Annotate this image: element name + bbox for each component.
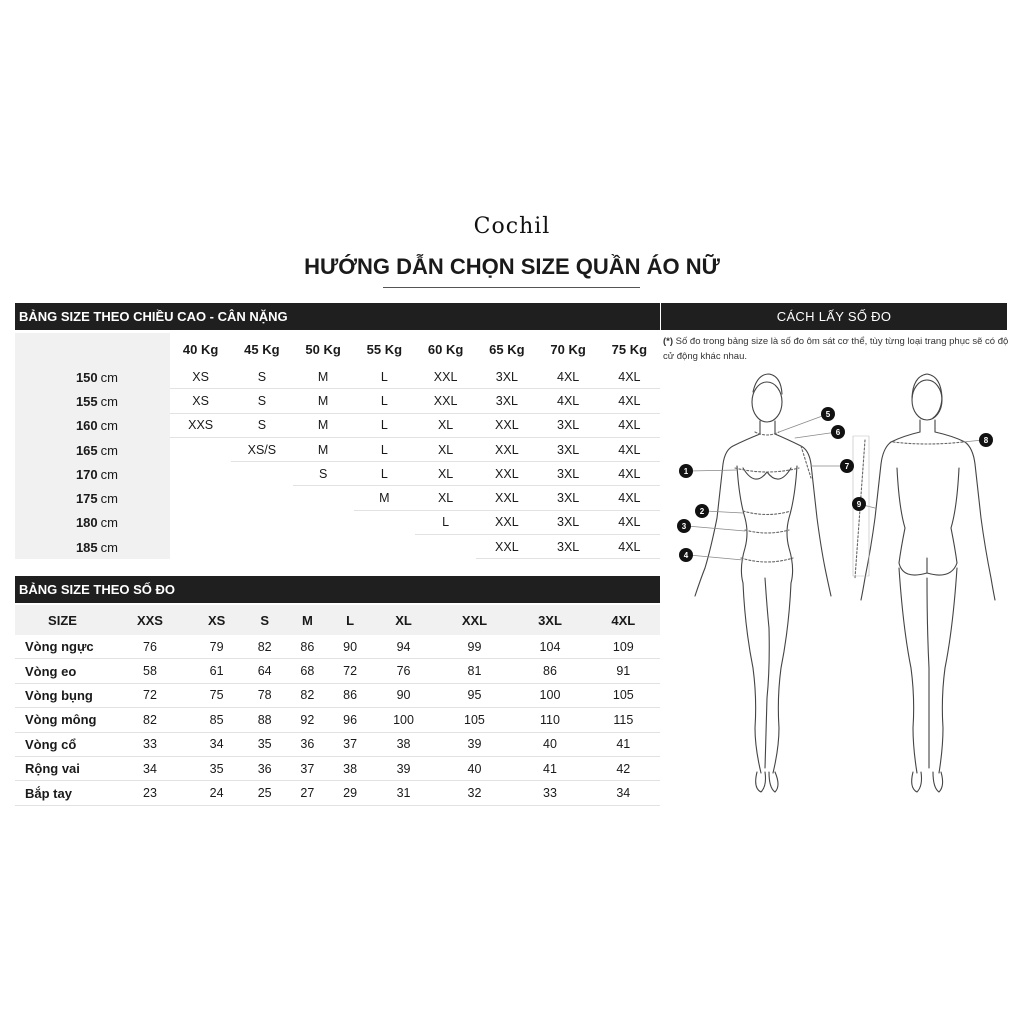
table-row [15,708,660,732]
measurement-value: 34 [190,733,243,757]
front-figure-illustration [695,374,831,792]
size-cell [231,462,292,486]
weight-header-row [15,333,660,365]
height-row-header [15,389,170,413]
height-row-header [15,462,170,486]
measurement-value: 82 [110,708,190,732]
height-value: 170 [75,466,98,482]
size-cell: M [354,486,415,510]
marker-5 [821,407,835,421]
marker-6 [831,425,845,439]
size-cell: 3XL [476,389,537,413]
size-cell [354,535,415,559]
measurement-name: Bắp tay [15,781,110,805]
measurement-value: 36 [243,757,286,781]
marker-8-label: 8 [983,436,989,445]
size-cell: XXL [476,462,537,486]
size-cell: 3XL [538,414,599,438]
measurement-value: 82 [286,684,329,708]
size-cell: XXL [476,414,537,438]
measurement-value: 39 [436,733,514,757]
height-row-header [15,438,170,462]
height-weight-table [15,333,660,559]
size-cell: 3XL [538,535,599,559]
measurement-value: 100 [371,708,435,732]
size-header: 4XL [587,605,660,635]
marker-8 [979,433,993,447]
height-unit: cm [100,442,118,458]
size-cell [415,535,476,559]
table-row [15,684,660,708]
measurement-value: 58 [110,659,190,683]
size-cell: 4XL [538,365,599,389]
measurement-value: 37 [286,757,329,781]
table-row [15,438,660,462]
size-cell [170,535,231,559]
measurement-value: 90 [371,684,435,708]
marker-9 [852,497,866,511]
height-unit: cm [100,466,118,482]
size-cell: S [231,365,292,389]
height-unit: cm [100,539,118,555]
size-header-row [15,605,660,635]
measure-markers [677,407,993,562]
size-header: XS [190,605,243,635]
size-cell: XXL [415,389,476,413]
measurement-value: 41 [587,733,660,757]
size-cell: L [415,511,476,535]
size-cell: M [293,389,354,413]
back-figure-illustration [861,374,995,792]
measurement-name: Vòng eo [15,659,110,683]
size-header: M [286,605,329,635]
measurement-value: 37 [329,733,372,757]
measurement-name: Vòng cổ [15,733,110,757]
table-row [15,389,660,413]
height-unit: cm [100,369,118,385]
height-value: 155 [75,393,98,409]
measurement-value: 34 [110,757,190,781]
measurement-value: 23 [110,781,190,805]
measurement-value: 40 [513,733,586,757]
measurement-table [15,605,660,806]
table-row [15,757,660,781]
measurement-value: 91 [587,659,660,683]
size-cell: 3XL [476,365,537,389]
size-cell [170,462,231,486]
size-header: XL [371,605,435,635]
brand-logo: Cochil [473,214,551,239]
back-measure-lines [855,440,963,578]
size-cell: M [293,438,354,462]
front-leader-lines [687,415,845,560]
weight-header: 65 Kg [489,341,525,357]
size-cell [231,535,292,559]
measurement-value: 25 [243,781,286,805]
size-cell: 4XL [599,414,660,438]
table-row [15,511,660,535]
measurement-name: Vòng bụng [15,684,110,708]
measurement-value: 42 [587,757,660,781]
measurement-value: 86 [513,659,586,683]
measurement-value: 86 [286,635,329,659]
measurement-value: 35 [243,733,286,757]
weight-header: 40 Kg [182,341,219,357]
size-cell: L [354,438,415,462]
size-cell: XXL [476,438,537,462]
measurement-value: 94 [371,635,435,659]
size-cell: 3XL [538,438,599,462]
measurement-value: 115 [587,708,660,732]
measurement-value: 72 [329,659,372,683]
size-cell: XXL [476,486,537,510]
size-header: XXL [436,605,514,635]
size-cell [293,535,354,559]
how-to-measure-heading: CÁCH LẤY SỐ ĐO [661,303,1007,330]
measurement-value: 40 [436,757,514,781]
size-cell: XL [415,438,476,462]
measurement-value: 75 [190,684,243,708]
marker-3-label: 3 [681,522,687,531]
measurement-value: 78 [243,684,286,708]
measurement-value: 81 [436,659,514,683]
measurement-value: 31 [371,781,435,805]
measurement-value: 99 [436,635,514,659]
height-value: 165 [75,442,98,458]
table-row [15,659,660,683]
measurement-value: 72 [110,684,190,708]
size-cell: L [354,462,415,486]
size-header: S [243,605,286,635]
title-underline [383,287,640,288]
page-title: HƯỚNG DẪN CHỌN SIZE QUẦN ÁO NỮ [304,254,720,279]
measurement-value: 27 [286,781,329,805]
marker-2 [695,504,709,518]
size-cell: XXL [476,511,537,535]
size-cell: S [231,389,292,413]
measurement-name: Rộng vai [15,757,110,781]
marker-2-label: 2 [699,507,705,516]
table-row [15,535,660,559]
size-cell: 3XL [538,462,599,486]
measurement-value: 100 [513,684,586,708]
size-cell: L [354,365,415,389]
measurement-value: 95 [436,684,514,708]
size-cell [170,486,231,510]
measurement-value: 79 [190,635,243,659]
size-cell: 4XL [599,486,660,510]
size-cell: 4XL [599,365,660,389]
size-cell: S [231,414,292,438]
size-header: XXS [110,605,190,635]
height-row-header [15,535,170,559]
size-cell: 3XL [538,486,599,510]
size-cell [231,486,292,510]
height-value: 150 [75,369,98,385]
size-header: L [329,605,372,635]
measurement-value: 35 [190,757,243,781]
measurement-name: Vòng mông [15,708,110,732]
size-cell: 4XL [599,438,660,462]
measurement-value: 33 [110,733,190,757]
measurement-value: 88 [243,708,286,732]
size-header: 3XL [513,605,586,635]
table-row [15,414,660,438]
measurement-value: 96 [329,708,372,732]
height-unit: cm [100,418,118,434]
table-row [15,733,660,757]
size-cell: XL [415,486,476,510]
measurement-value: 38 [371,733,435,757]
weight-header: 75 Kg [611,341,648,357]
body-measurement-figure [665,368,1010,808]
height-unit: cm [100,491,118,507]
size-cell: XS/S [231,438,292,462]
measurement-value: 33 [513,781,586,805]
size-cell: XL [415,414,476,438]
measurement-value: 41 [513,757,586,781]
size-cell: 4XL [599,462,660,486]
size-cell: 4XL [538,389,599,413]
measurement-name: Vòng ngực [15,635,110,659]
measurement-value: 105 [436,708,514,732]
marker-1-label: 1 [683,467,689,476]
measurement-value: 109 [587,635,660,659]
size-cell [231,511,292,535]
height-value: 180 [75,515,98,531]
marker-5-label: 5 [825,410,831,419]
size-cell [293,511,354,535]
measurement-value: 32 [436,781,514,805]
measurement-value: 82 [243,635,286,659]
height-unit: cm [100,515,118,531]
measurement-value: 76 [371,659,435,683]
weight-header: 45 Kg [244,341,280,357]
measurement-value: 90 [329,635,372,659]
note-text: Số đo trong bảng size là số đo ôm sát cơ thể, tùy từng loại trang phục sẽ có độ cử động khác nhau. [663,336,1009,362]
size-cell: XXL [415,365,476,389]
measurement-value: 36 [286,733,329,757]
height-row-header [15,365,170,389]
size-cell: L [354,414,415,438]
size-cell: XXS [170,414,231,438]
table-row [15,635,660,659]
corner-cell [15,333,170,365]
marker-7-label: 7 [844,462,850,471]
measurement-heading: BẢNG SIZE THEO SỐ ĐO [15,576,660,603]
size-cell: XS [170,389,231,413]
marker-7 [840,459,854,473]
table-row [15,462,660,486]
height-row-header [15,486,170,510]
marker-4-label: 4 [683,551,689,560]
measurement-value: 64 [243,659,286,683]
weight-header: 50 Kg [305,341,341,357]
measurement-value: 104 [513,635,586,659]
size-cell [170,438,231,462]
weight-header: 70 Kg [550,341,586,357]
size-cell [293,486,354,510]
marker-4 [679,548,693,562]
measure-note [663,334,1013,364]
size-label-header: SIZE [15,605,110,635]
height-weight-heading: BẢNG SIZE THEO CHIỀU CAO - CÂN NẶNG [15,303,660,330]
measurement-value: 24 [190,781,243,805]
measurement-value: 34 [587,781,660,805]
size-cell: S [293,462,354,486]
size-cell: XS [170,365,231,389]
measurement-value: 105 [587,684,660,708]
height-value: 185 [75,539,98,555]
note-mark: (*) [663,336,674,347]
weight-header: 55 Kg [366,341,403,357]
height-unit: cm [100,393,118,409]
measurement-value: 92 [286,708,329,732]
measurement-value: 39 [371,757,435,781]
table-row [15,781,660,805]
measurement-value: 29 [329,781,372,805]
height-value: 175 [75,491,98,507]
size-cell: M [293,414,354,438]
size-cell: 4XL [599,511,660,535]
measurement-value: 68 [286,659,329,683]
measurement-value: 76 [110,635,190,659]
height-value: 160 [75,418,98,434]
marker-1 [679,464,693,478]
marker-6-label: 6 [835,428,841,437]
height-row-header [15,511,170,535]
size-cell: XL [415,462,476,486]
measurement-value: 38 [329,757,372,781]
size-cell: 3XL [538,511,599,535]
height-row-header [15,414,170,438]
marker-3 [677,519,691,533]
size-cell: XXL [476,535,537,559]
marker-9-label: 9 [856,500,862,509]
size-cell [354,511,415,535]
measurement-value: 61 [190,659,243,683]
table-row [15,486,660,510]
weight-header: 60 Kg [427,341,464,357]
size-cell: 4XL [599,389,660,413]
table-row [15,365,660,389]
measurement-value: 110 [513,708,586,732]
measurement-value: 86 [329,684,372,708]
size-cell: 4XL [599,535,660,559]
size-cell: L [354,389,415,413]
measurement-value: 85 [190,708,243,732]
size-cell: M [293,365,354,389]
size-cell [170,511,231,535]
